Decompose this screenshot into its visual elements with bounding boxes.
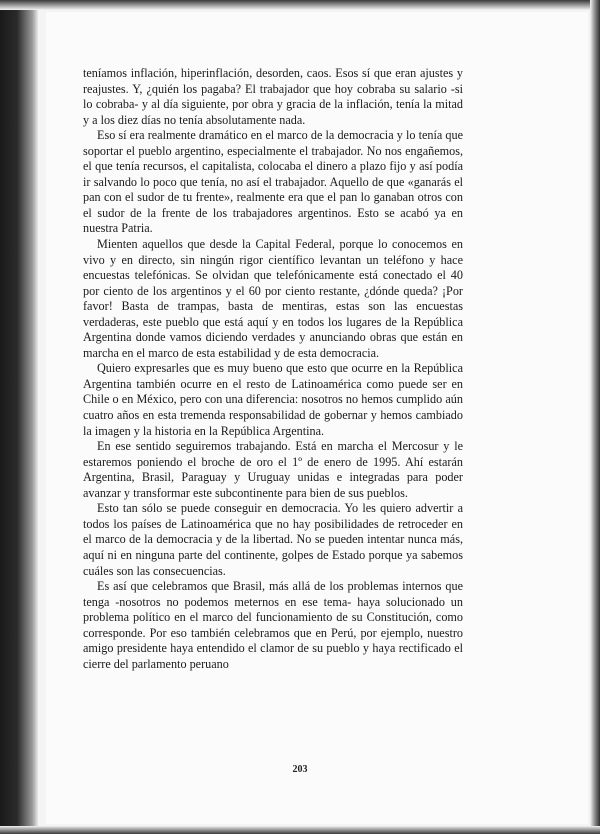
paragraph-5: En ese sentido seguiremos trabajando. Está en marcha el Mercosur y le estaremos poniendo el broche de oro el 1º de enero de 1995. Ahí estarán Argentina, Brasil, Paraguay y Uruguay unidas e integradas para poder avanzar y transformar este subcontinente para bien de sus pueblos. xyxy=(83,439,463,500)
page-number: 203 xyxy=(292,764,308,775)
paragraph-7: Es así que celebramos que Brasil, más allá de los problemas internos que tenga -nosotros no podemos meternos en ese tema- haya solucionado un problema político en el marco del funcionamiento de su Constitución, como corresponde. Por eso también celebramos que en Perú, por ejemplo, nuestro amigo presidente haya entendido el clamor de su pueblo y haya rectificado el cierre del parlamento peruano xyxy=(83,579,463,671)
scan-edge-top xyxy=(0,0,600,10)
paragraph-4: Quiero expresarles que es muy bueno que esto que ocurre en la República Argentina también ocurre en el resto de Latinoamérica como puede ser en Chile o en México, pero con una diferencia: nosotros no hemos cumplido aún cuatro años en esta tremenda responsabilidad de gobernar y hemos cambiado la imagen y la historia en la República Argentina. xyxy=(83,361,463,438)
scan-edge-bottom xyxy=(0,826,600,834)
paragraph-2: Eso sí era realmente dramático en el marco de la democracia y lo tenía que soportar el pueblo argentino, especialmente el trabajador. No nos engañemos, el que tenía recursos, el capitalista, colocaba el dinero a plazo fijo y así podía ir salvando lo poco que tenía, no así el trabajador. Aquello de que «ganarás el pan con el sudor de tu frente», realmente era que el pan lo ganaban otros con el sudor de la frente de los trabajadores argentinos. Esto se acabó ya en nuestra Patria. xyxy=(83,128,463,236)
body-text xyxy=(83,66,463,672)
paragraph-1: teníamos inflación, hiperinflación, desorden, caos. Esos sí que eran ajustes y reajustes. Y, ¿quién los pagaba? El trabajador que hoy cobraba su salario -si lo cobraba- y al día siguiente, por obra y gracia de la inflación, tenía la mitad y a los diez días no tenía absolutamente nada. xyxy=(83,66,463,127)
scan-edge-right xyxy=(590,0,600,834)
paragraph-3: Mienten aquellos que desde la Capital Federal, porque lo conocemos en vivo y en directo, sin ningún rigor científico levantan un teléfono y hace encuestas telefónicas. Se olvidan que telefónicamente está conectado el 40 por ciento de los argentinos y el 60 por ciento restante, ¿dónde queda? ¡Por favor! Basta de trampas, basta de mentiras, estas son las encuestas verdaderas, este pueblo que está aquí y en todos los lugares de la República Argentina donde vamos diciendo verdades y anunciando obras que están en marcha en el marco de esta estabilidad y de esta democracia. xyxy=(83,237,463,360)
binding-shadow-left xyxy=(0,0,38,834)
paragraph-6: Esto tan sólo se puede conseguir en democracia. Yo les quiero advertir a todos los países de Latinoamérica que no hay posibilidades de retroceder en el marco de la democracia y de la libertad. No se pueden intentar nunca más, aquí ni en ninguna parte del continente, golpes de Estado porque ya sabemos cuáles son las consecuencias. xyxy=(83,501,463,578)
